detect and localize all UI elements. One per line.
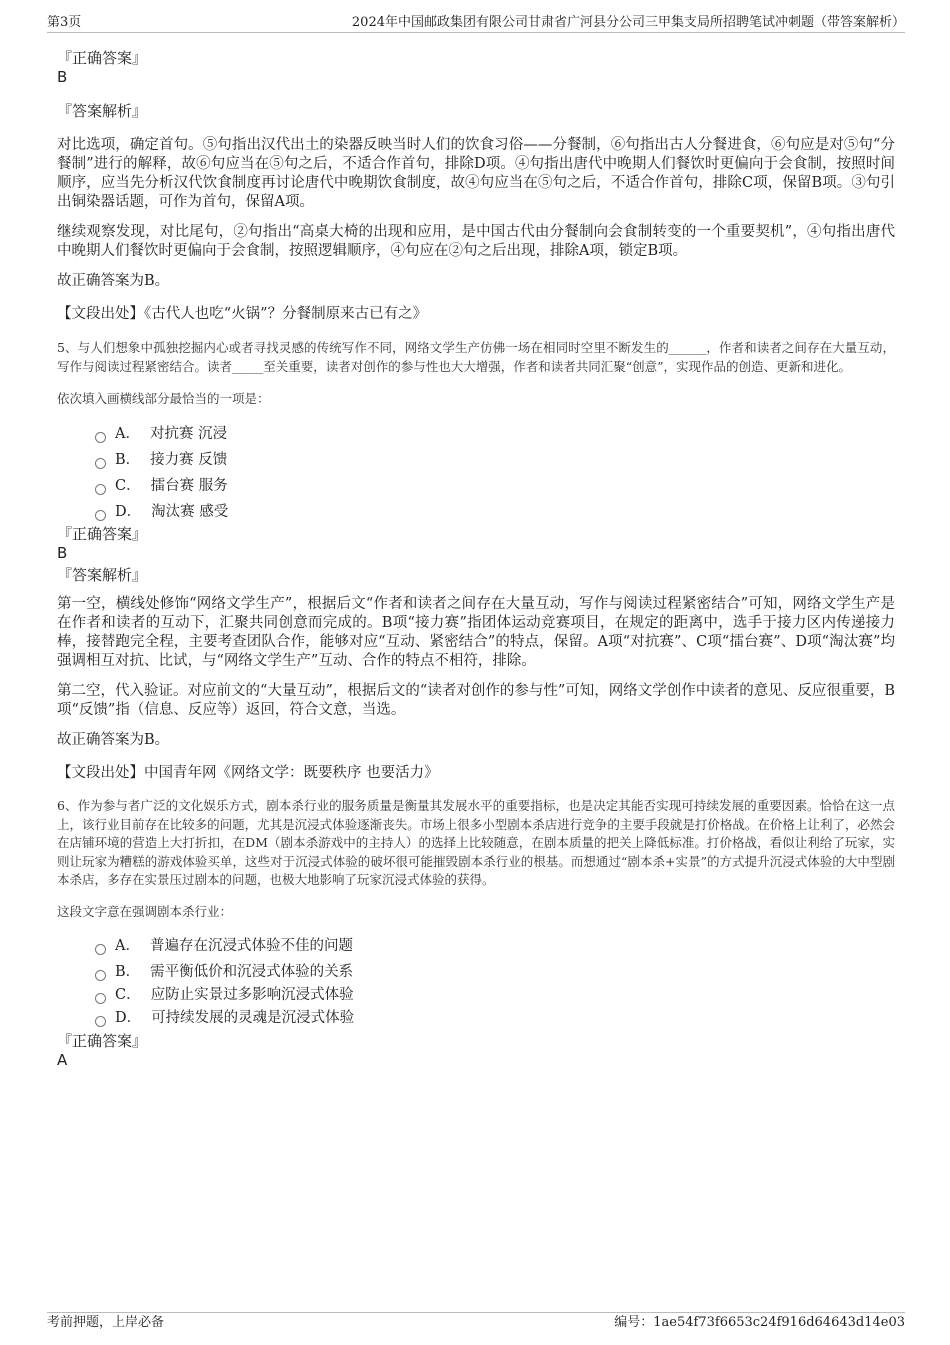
document-id: 编号：1ae54f73f6653c24f916d64643d14e03 [614,1315,905,1330]
q5-blank: ______ [668,340,707,355]
source-prefix: 【文段出处】 [57,306,144,322]
q5-stem [57,339,895,376]
analysis-label: 『答案解析』 [57,566,148,584]
q5-option-d[interactable] [95,499,895,525]
q6-prompt: 这段文字意在强调剧本杀行业： [57,903,233,919]
q5-stem-part: ，作者和读者之间存在大量互动，写作与阅读过程紧密结合。读者 [57,340,895,374]
q5-analysis-paragraph: 第一空，横线处修饰“网络文学生产”，根据后文“作者和读者之间存在大量互动，写作与阅读过程紧密结合”可知，网络文学生产是在作者和读者的互动下，汇聚共同创意而完成的。B项“接力赛”指团体运动竞赛项目，在规定的距离中，选手于接力区内传递接力棒，接替跑完全程，主要考查团队合作，能够对应“互动、紧密结合”的特点，保留。A项“对抗赛”、C项“擂台赛”、D项“淘汰赛”均强调相互对抗、比试，与“网络文学生产”互动、合作的特点不相符，排除。 [57,596,895,669]
radio-icon[interactable] [95,944,106,955]
q5-answer: B [57,544,68,562]
page-header [47,14,905,33]
radio-icon[interactable] [95,970,106,981]
document-title: 2024年中国邮政集团有限公司甘肃省广河县分公司三甲集支局所招聘笔试冲刺题（带答案解析） [351,15,905,30]
footer-slogan: 考前押题，上岸必备 [47,1315,165,1330]
q5-stem-part: 5、与人们想象中孤独挖掘内心或者寻找灵感的传统写作不同，网络文学生产仿佛一场在相同时空里不断发生的 [57,340,669,355]
option-letter: A． [115,938,140,954]
q6-options [95,934,895,1032]
source-prefix: 【文段出处】 [57,765,144,781]
q5-analysis-paragraph: 第二空，代入验证。对应前文的“大量互动”，根据后文的“读者对创作的参与性”可知，网络文学创作中读者的意见、反应很重要，B项“反馈”指（信息、反应等）返回，符合文意，当选。 [57,683,895,718]
q5-stem-part: 至关重要，读者对创作的参与性也大大增强，作者和读者共同汇聚“创意”，实现作品的创造、更新和进化。 [263,358,852,374]
option-text: 擂台赛 服务 [150,477,228,494]
q6-stem: 6、作为参与者广泛的文化娱乐方式，剧本杀行业的服务质量是衡量其发展水平的重要指标，也是决定其能否实现可持续发展的重要因素。恰恰在这一点上，该行业目前存在比较多的问题，尤其是沉浸式体验逐渐丧失。市场上很多小型剧本杀店进行竞争的主要手段就是打价格战。在价格上让利了，必然会在店铺环境的营造上大打折扣，在DM（剧本杀游戏中的主持人）的选择上比较随意，在剧本质量的把关上降低标准。打价格战，看似让利给了玩家，实则让玩家为糟糕的游戏体验买单，这些对于沉浸式体验的破坏很可能摧毁剧本杀行业的根基。而想通过“剧本杀+实景”的方式提升沉浸式体验的大中型剧本杀店，多存在实景压过剧本的问题，也极大地影响了玩家沉浸式体验的获得。 [57,798,895,887]
q5-options [95,421,895,525]
option-letter: B． [115,964,141,980]
source-title: 中国青年网《网络文学：既要秩序 也要活力》 [144,765,439,781]
option-letter: C． [115,987,141,1003]
correct-answer-label: 『正确答案』 [57,49,148,67]
option-letter: B． [115,451,141,468]
correct-answer-label: 『正确答案』 [57,525,148,543]
q4-analysis-paragraph: 继续观察发现，对比尾句，②句指出“高桌大椅的出现和应用，是中国古代由分餐制向会食制转变的一个重要契机”，④句指出唐代中晚期人们餐饮时更偏向于会食制，按照逻辑顺序，④句应在②句之后出现，排除A项，锁定B项。 [57,224,895,259]
q5-conclusion: 故正确答案为B。 [57,732,170,748]
source-title: 《古代人也吃“火锅”？分餐制原来古已有之》 [144,306,428,322]
option-letter: D． [115,503,142,520]
page-content [57,45,895,1070]
q6-option-c[interactable] [95,986,895,1006]
radio-icon[interactable] [95,510,106,521]
q4-conclusion: 故正确答案为B。 [57,273,170,289]
option-letter: C． [115,477,141,494]
q6-option-d[interactable] [95,1006,895,1032]
option-text: 应防止实景过多影响沉浸式体验 [150,987,354,1003]
page-footer [47,1312,905,1333]
option-text: 淘汰赛 感受 [151,503,229,520]
q5-source [57,764,895,783]
q6-answer: A [57,1050,68,1069]
q6-option-b[interactable] [95,960,895,986]
q5-option-b[interactable] [95,447,895,473]
option-text: 普遍存在沉浸式体验不佳的问题 [149,938,353,954]
radio-icon[interactable] [95,432,106,443]
q6-option-a[interactable] [95,934,895,960]
q5-option-c[interactable] [95,473,895,499]
radio-icon[interactable] [95,484,106,495]
option-text: 对抗赛 沉浸 [149,425,228,442]
radio-icon[interactable] [95,458,106,469]
q5-prompt: 依次填入画横线部分最恰当的一项是： [57,391,270,406]
q4-source [57,305,895,324]
page-number: 第3页 [47,15,82,30]
option-letter: D． [115,1010,142,1026]
analysis-label: 『答案解析』 [57,102,148,120]
radio-icon[interactable] [95,993,106,1004]
option-text: 接力赛 反馈 [150,451,228,468]
radio-icon[interactable] [95,1016,106,1027]
q4-answer: B [57,68,68,86]
q5-option-a[interactable] [95,421,895,447]
correct-answer-label: 『正确答案』 [57,1031,148,1050]
q4-analysis-paragraph: 对比选项，确定首句。⑤句指出汉代出土的染器反映当时人们的饮食习俗——分餐制，⑥句指出古人分餐进食，⑥句应是对⑤句“分餐制”进行的解释，故⑥句应当在⑤句之后，不适合作首句，排除D项。④句指出唐代中晚期人们餐饮时更偏向于会食制，按照时间顺序，应当先分析汉代饮食制度再讨论唐代中晚期饮食制度，故④句应当在⑤句之后，不适合作首句，排除C项，保留B项。③句引出铜染器话题，可作为首句，保留A项。 [57,137,895,210]
option-letter: A． [115,425,140,442]
option-text: 需平衡低价和沉浸式体验的关系 [150,964,354,980]
q5-blank: _____ [232,358,264,374]
option-text: 可持续发展的灵魂是沉浸式体验 [151,1010,355,1026]
